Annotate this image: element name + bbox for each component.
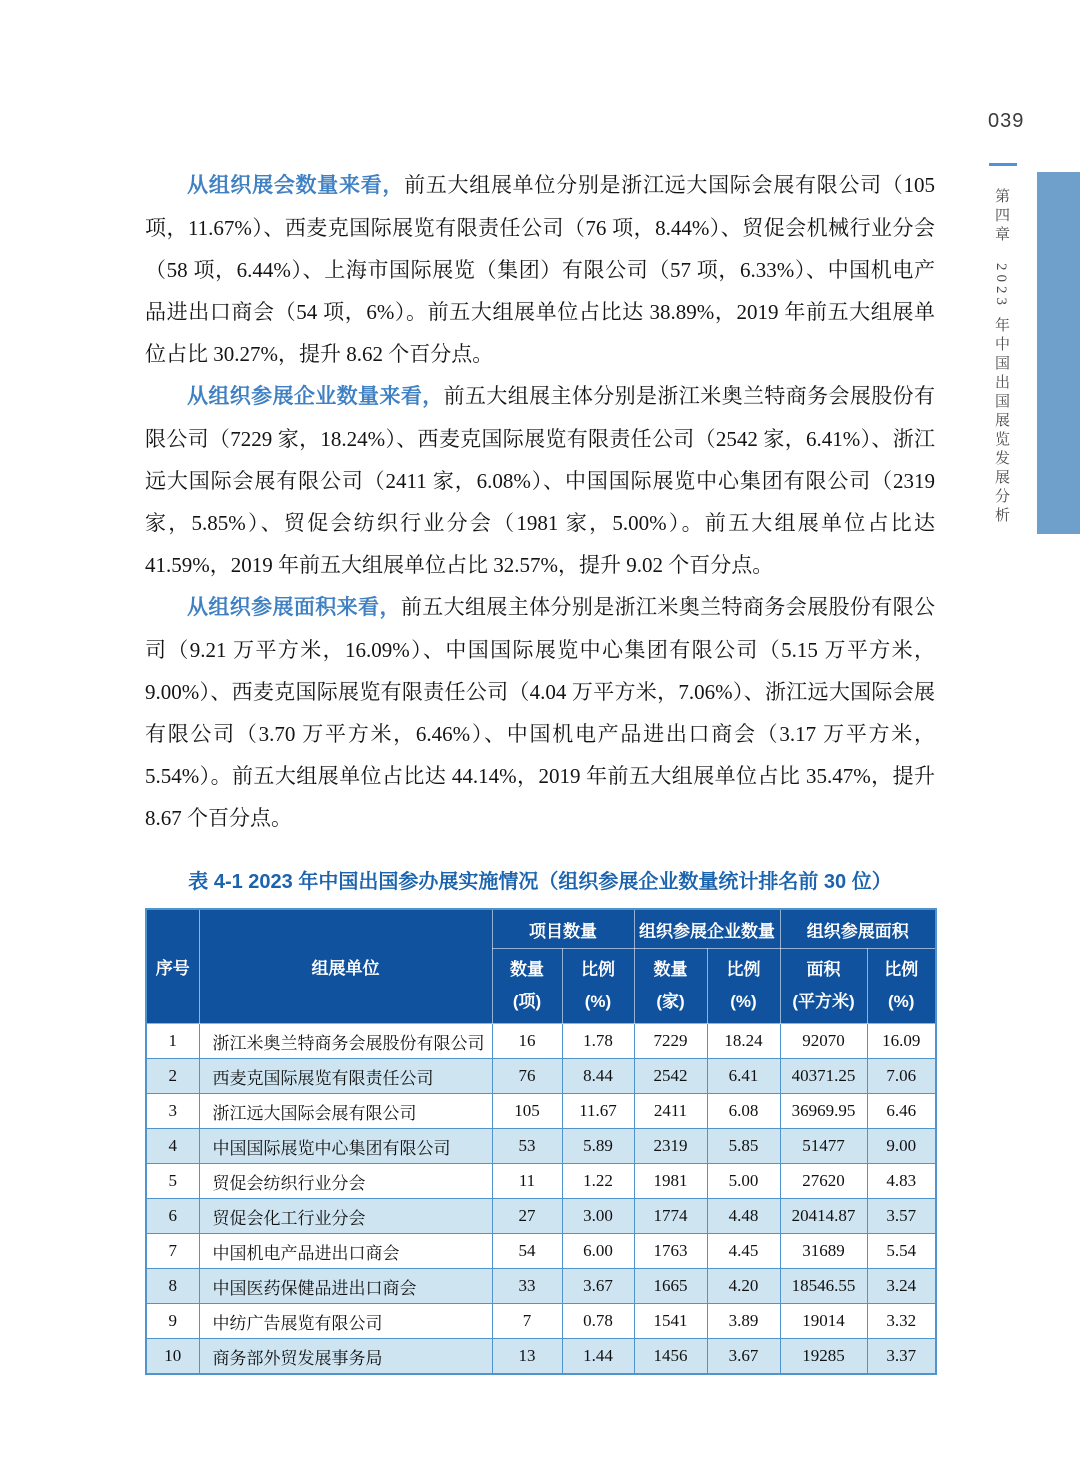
paragraph-exhibition-count [145, 164, 935, 375]
cell-proj_count: 53 [492, 1129, 562, 1164]
table-row [146, 1059, 936, 1094]
cell-ent_pct: 4.48 [707, 1199, 780, 1234]
paragraph-enterprise-count [145, 375, 935, 586]
paragraph-text: 前五大组展主体分别是浙江米奥兰特商务会展股份有限公司（7229 家，18.24%）、西麦克国际展览有限责任公司（2542 家，6.41%）、浙江远大国际会展有限公司（2411 家，6.08%）、中国国际展览中心集团有限公司（2319 家，5.85%）、贸促会纺织行业分会（1981 家，5.00%）。前五大组展单位占比达 41.59%，2019 年前五大组展单位占比 32.57%，提升 9.02 个百分点。 [145, 384, 936, 577]
cell-area_pct: 3.57 [867, 1199, 936, 1234]
paragraph-exhibition-area [145, 586, 935, 839]
cell-area: 31689 [780, 1234, 867, 1269]
paragraph-lead: 从组织参展面积来看， [187, 596, 401, 619]
cell-proj_pct: 3.00 [562, 1199, 634, 1234]
cell-proj_count: 16 [492, 1024, 562, 1059]
header-line: 比例 [581, 960, 615, 979]
main-content [145, 164, 935, 1375]
cell-ent_pct: 3.89 [707, 1304, 780, 1339]
cell-proj_pct: 6.00 [562, 1234, 634, 1269]
cell-org: 西麦克国际展览有限责任公司 [199, 1059, 492, 1094]
page-number: 039 [988, 110, 1025, 132]
table-row [146, 1094, 936, 1129]
paragraph-text: 前五大组展单位分别是浙江远大国际会展有限公司（105 项，11.67%）、西麦克国际展览有限责任公司（76 项，8.44%）、贸促会机械行业分会（58 项，6.44%）、上海市国际展览（集团）有限公司（57 项，6.33%）、中国机电产品进出口商会（54 项，6%）。前五大组展单位占比达 38.89%，2019 年前五大组展单位占比 30.27%，提升 8.62 个百分点。 [145, 173, 936, 366]
cell-ent_count: 1763 [634, 1234, 707, 1269]
cell-org: 中纺广告展览有限公司 [199, 1304, 492, 1339]
cell-ent_pct: 4.20 [707, 1269, 780, 1304]
cell-no: 8 [146, 1269, 199, 1304]
cell-proj_pct: 1.22 [562, 1164, 634, 1199]
header-index: 序号 [146, 909, 199, 1024]
cell-ent_count: 1665 [634, 1269, 707, 1304]
cell-ent_count: 2319 [634, 1129, 707, 1164]
header-organizer: 组展单位 [199, 909, 492, 1024]
cell-proj_pct: 3.67 [562, 1269, 634, 1304]
cell-area: 51477 [780, 1129, 867, 1164]
cell-org: 贸促会纺织行业分会 [199, 1164, 492, 1199]
cell-area_pct: 3.37 [867, 1339, 936, 1375]
paragraph-lead: 从组织展会数量来看， [187, 174, 405, 197]
cell-proj_pct: 8.44 [562, 1059, 634, 1094]
cell-area: 19285 [780, 1339, 867, 1375]
cell-proj_count: 54 [492, 1234, 562, 1269]
cell-org: 中国国际展览中心集团有限公司 [199, 1129, 492, 1164]
cell-ent_count: 7229 [634, 1024, 707, 1059]
cell-proj_count: 13 [492, 1339, 562, 1375]
cell-proj_count: 11 [492, 1164, 562, 1199]
cell-proj_count: 105 [492, 1094, 562, 1129]
cell-no: 4 [146, 1129, 199, 1164]
cell-ent_count: 1981 [634, 1164, 707, 1199]
cell-area_pct: 3.32 [867, 1304, 936, 1339]
cell-area: 19014 [780, 1304, 867, 1339]
cell-proj_count: 7 [492, 1304, 562, 1339]
table-row [146, 1129, 936, 1164]
cell-ent_count: 1541 [634, 1304, 707, 1339]
cell-no: 9 [146, 1304, 199, 1339]
cell-ent_count: 1456 [634, 1339, 707, 1375]
cell-no: 1 [146, 1024, 199, 1059]
cell-no: 5 [146, 1164, 199, 1199]
cell-ent_pct: 6.41 [707, 1059, 780, 1094]
paragraph-lead: 从组织参展企业数量来看， [187, 385, 444, 408]
cell-no: 10 [146, 1339, 199, 1375]
exhibitors-table [145, 908, 937, 1375]
header-line: 面积 [806, 960, 841, 979]
header-line: (平方米) [792, 992, 855, 1011]
page-number-rule [989, 163, 1017, 166]
paragraph-text: 前五大组展主体分别是浙江米奥兰特商务会展股份有限公司（9.21 万平方米，16.09%）、中国国际展览中心集团有限公司（5.15 万平方米，9.00%）、西麦克国际展览有限责任公司（4.04 万平方米，7.06%）、浙江远大国际会展有限公司（3.70 万平方米，6.46%）、中国机电产品进出口商会（3.17 万平方米，5.54%）。前五大组展单位占比达 44.14%，2019 年前五大组展单位占比 35.47%，提升 8.67 个百分点。 [145, 595, 936, 830]
cell-no: 2 [146, 1059, 199, 1094]
cell-ent_pct: 4.45 [707, 1234, 780, 1269]
table-row [146, 1269, 936, 1304]
table-row [146, 1339, 936, 1375]
cell-org: 浙江远大国际会展有限公司 [199, 1094, 492, 1129]
cell-area_pct: 9.00 [867, 1129, 936, 1164]
header-line: 数量 [510, 960, 544, 979]
header-line: (家) [656, 992, 685, 1011]
chapter-title: 2023 年中国出国展览发展分析 [993, 263, 1009, 526]
cell-proj_pct: 5.89 [562, 1129, 634, 1164]
cell-no: 7 [146, 1234, 199, 1269]
cell-proj_count: 33 [492, 1269, 562, 1304]
cell-area_pct: 16.09 [867, 1024, 936, 1059]
header-line: (%) [888, 992, 915, 1011]
header-project-pct [562, 949, 634, 1024]
cell-org: 浙江米奥兰特商务会展股份有限公司 [199, 1024, 492, 1059]
header-group-enterprises: 组织参展企业数量 [634, 909, 780, 949]
cell-no: 3 [146, 1094, 199, 1129]
header-line: (%) [730, 992, 757, 1011]
chapter-accent-bar [1037, 172, 1080, 534]
table-title: 表 4-1 2023 年中国出国参办展实施情况（组织参展企业数量统计排名前 30 位） [188, 871, 892, 893]
cell-area_pct: 3.24 [867, 1269, 936, 1304]
cell-area: 40371.25 [780, 1059, 867, 1094]
cell-ent_pct: 6.08 [707, 1094, 780, 1129]
cell-ent_pct: 5.00 [707, 1164, 780, 1199]
chapter-number: 第四章 [993, 188, 1009, 245]
header-line: (%) [584, 992, 612, 1011]
cell-area: 36969.95 [780, 1094, 867, 1129]
cell-org: 中国机电产品进出口商会 [199, 1234, 492, 1269]
cell-area_pct: 4.83 [867, 1164, 936, 1199]
cell-org: 贸促会化工行业分会 [199, 1199, 492, 1234]
cell-proj_pct: 1.78 [562, 1024, 634, 1059]
cell-area: 92070 [780, 1024, 867, 1059]
cell-ent_count: 2411 [634, 1094, 707, 1129]
cell-ent_pct: 18.24 [707, 1024, 780, 1059]
header-project-count [492, 949, 562, 1024]
header-enterprise-count [634, 949, 707, 1024]
cell-org: 商务部外贸发展事务局 [199, 1339, 492, 1375]
cell-area: 18546.55 [780, 1269, 867, 1304]
cell-area: 20414.87 [780, 1199, 867, 1234]
cell-ent_pct: 5.85 [707, 1129, 780, 1164]
cell-proj_count: 27 [492, 1199, 562, 1234]
cell-area_pct: 5.54 [867, 1234, 936, 1269]
cell-proj_pct: 11.67 [562, 1094, 634, 1129]
table-row [146, 1234, 936, 1269]
cell-proj_pct: 1.44 [562, 1339, 634, 1375]
table-row [146, 1024, 936, 1059]
cell-proj_count: 76 [492, 1059, 562, 1094]
table-header [146, 909, 936, 1024]
cell-proj_pct: 0.78 [562, 1304, 634, 1339]
chapter-sidebar [991, 188, 1012, 888]
cell-area: 27620 [780, 1164, 867, 1199]
cell-no: 6 [146, 1199, 199, 1234]
header-line: (项) [512, 992, 542, 1011]
table-body [146, 1024, 936, 1375]
cell-ent_count: 2542 [634, 1059, 707, 1094]
header-line: 比例 [726, 960, 761, 979]
table-row [146, 1199, 936, 1234]
cell-area_pct: 6.46 [867, 1094, 936, 1129]
cell-ent_count: 1774 [634, 1199, 707, 1234]
cell-org: 中国医药保健品进出口商会 [199, 1269, 492, 1304]
header-group-projects: 项目数量 [492, 909, 634, 949]
header-line: 比例 [884, 960, 919, 979]
cell-ent_pct: 3.67 [707, 1339, 780, 1375]
header-area [780, 949, 867, 1024]
header-enterprise-pct [707, 949, 780, 1024]
table-row [146, 1304, 936, 1339]
header-area-pct [867, 949, 936, 1024]
cell-area_pct: 7.06 [867, 1059, 936, 1094]
header-group-area: 组织参展面积 [780, 909, 936, 949]
table-row [146, 1164, 936, 1199]
header-line: 数量 [653, 960, 688, 979]
